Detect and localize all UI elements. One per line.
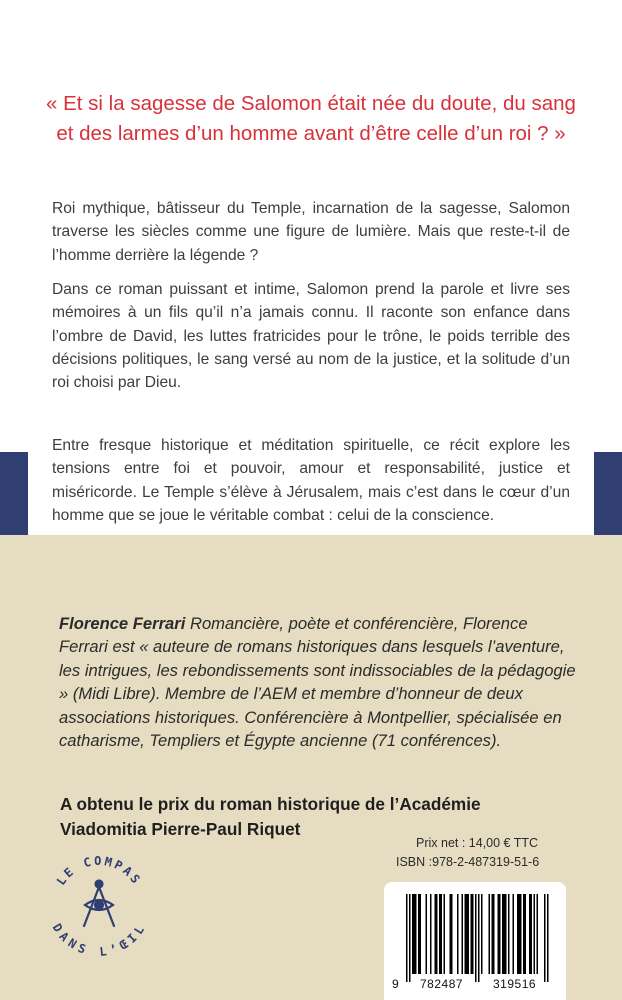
barcode-bar [523, 894, 525, 974]
barcode-bar [430, 894, 432, 974]
barcode-bar [520, 894, 522, 974]
barcode-bar [441, 894, 443, 974]
barcode-bar [457, 894, 459, 974]
barcode-bar [504, 894, 506, 974]
barcode-digits-right: 319516 [493, 977, 537, 991]
barcode-bar [412, 894, 414, 974]
prize-statement: A obtenu le prix du roman historique de l’Académie Viadomitia Pierre-Paul Riquet [60, 794, 481, 839]
price-label: Prix net : 14,00 € TTC [416, 836, 539, 850]
barcode-bar [531, 894, 533, 974]
barcode-bar [435, 894, 437, 974]
barcode-bar [450, 894, 452, 974]
author-bio-text: Romancière, poète et conférencière, Florence Ferrari est « auteure de romans historiques dans lesquels l’aventure, les intrigues, les rebondissements sont indissociables de la pédagogie » (Midi Libre). Membre de l’AEM et membre d’honneur de deux associations historiques. Conférencière à Montpellier, spécialisée en catharisme, Templiers et Égypte ancienne (71 conférences). [59, 614, 576, 751]
barcode [384, 882, 566, 1000]
barcode-bar [498, 894, 500, 974]
barcode-bar [415, 894, 417, 974]
barcode-bar [513, 894, 515, 974]
barcode-bar [468, 894, 470, 974]
barcode-bar [508, 894, 510, 974]
barcode-bar [472, 894, 474, 974]
barcode-bar [436, 894, 438, 974]
barcode-digits-left: 782487 [420, 977, 464, 991]
barcode-bar [439, 894, 441, 974]
barcode-bar [420, 894, 422, 974]
blurb-paragraph-3: Entre fresque historique et méditation spirituelle, ce récit explore les tensions entre foi et pouvoir, amour et responsabilité, justice et miséricorde. Le Temple s’élève à Jérusalem, mais c’est dans le cœur d’un homme que se joue le véritable combat : celui de la conscience. [52, 437, 570, 524]
barcode-digit-first: 9 [392, 977, 400, 991]
barcode-bar [529, 894, 531, 974]
barcode-bar [517, 894, 519, 974]
barcode-bar [418, 894, 420, 974]
barcode-bar [414, 894, 416, 974]
barcode-bar [409, 894, 411, 982]
barcode-bar [505, 894, 507, 974]
barcode-bar [478, 894, 480, 982]
right-navy-tab [594, 452, 622, 535]
barcode-bar [525, 894, 527, 974]
barcode-bar [465, 894, 467, 974]
barcode-bar [499, 894, 501, 974]
logo-bottom-text: DANS L’ŒIL [49, 921, 149, 958]
barcode-bar [481, 894, 483, 974]
compass-eye-icon [84, 881, 114, 927]
barcode-bar [544, 894, 546, 982]
barcode-bar [462, 894, 464, 974]
logo-top-text: LE COMPAS [53, 854, 145, 888]
left-navy-tab [0, 452, 28, 535]
tagline-quote: « Et si la sagesse de Salomon était née du doute, du sang et des larmes d’un homme avant d’être celle d’un roi ? » [46, 92, 576, 145]
barcode-bar [466, 894, 468, 974]
barcode-bar [492, 894, 494, 974]
barcode-bar [471, 894, 473, 974]
barcode-bar [444, 894, 446, 974]
barcode-bar [537, 894, 539, 974]
barcode-bar [451, 894, 453, 974]
barcode-bar [519, 894, 521, 974]
author-name: Florence Ferrari [59, 614, 186, 633]
barcode-bar [406, 894, 408, 982]
barcode-bar [475, 894, 477, 982]
author-bio [59, 612, 579, 752]
barcode-bars [384, 882, 566, 1000]
blurb-paragraph-2: Dans ce roman puissant et intime, Salomon prend la parole et livre ses mémoires à un fils qu’il n’a jamais connu. Il raconte son enfance dans l’ombre de David, les luttes fratricides pour le trône, le poids terrible des décisions politiques, le sang versé au nom de la justice, et la solitude d’un roi choisi par Dieu. [52, 281, 570, 392]
barcode-bar [502, 894, 504, 974]
barcode-bar [489, 894, 491, 974]
barcode-bar [493, 894, 495, 974]
barcode-bar [547, 894, 549, 982]
price-block [396, 834, 576, 872]
barcode-bar [426, 894, 428, 974]
barcode-bar [534, 894, 536, 974]
publisher-logo [44, 848, 154, 958]
isbn-label: ISBN :978-2-487319-51-6 [396, 855, 540, 869]
blurb-paragraph-1: Roi mythique, bâtisseur du Temple, incarnation de la sagesse, Salomon traverse les siècles comme une figure de lumière. Mais que reste-t-il de l’homme derrière la légende ? [52, 200, 570, 264]
